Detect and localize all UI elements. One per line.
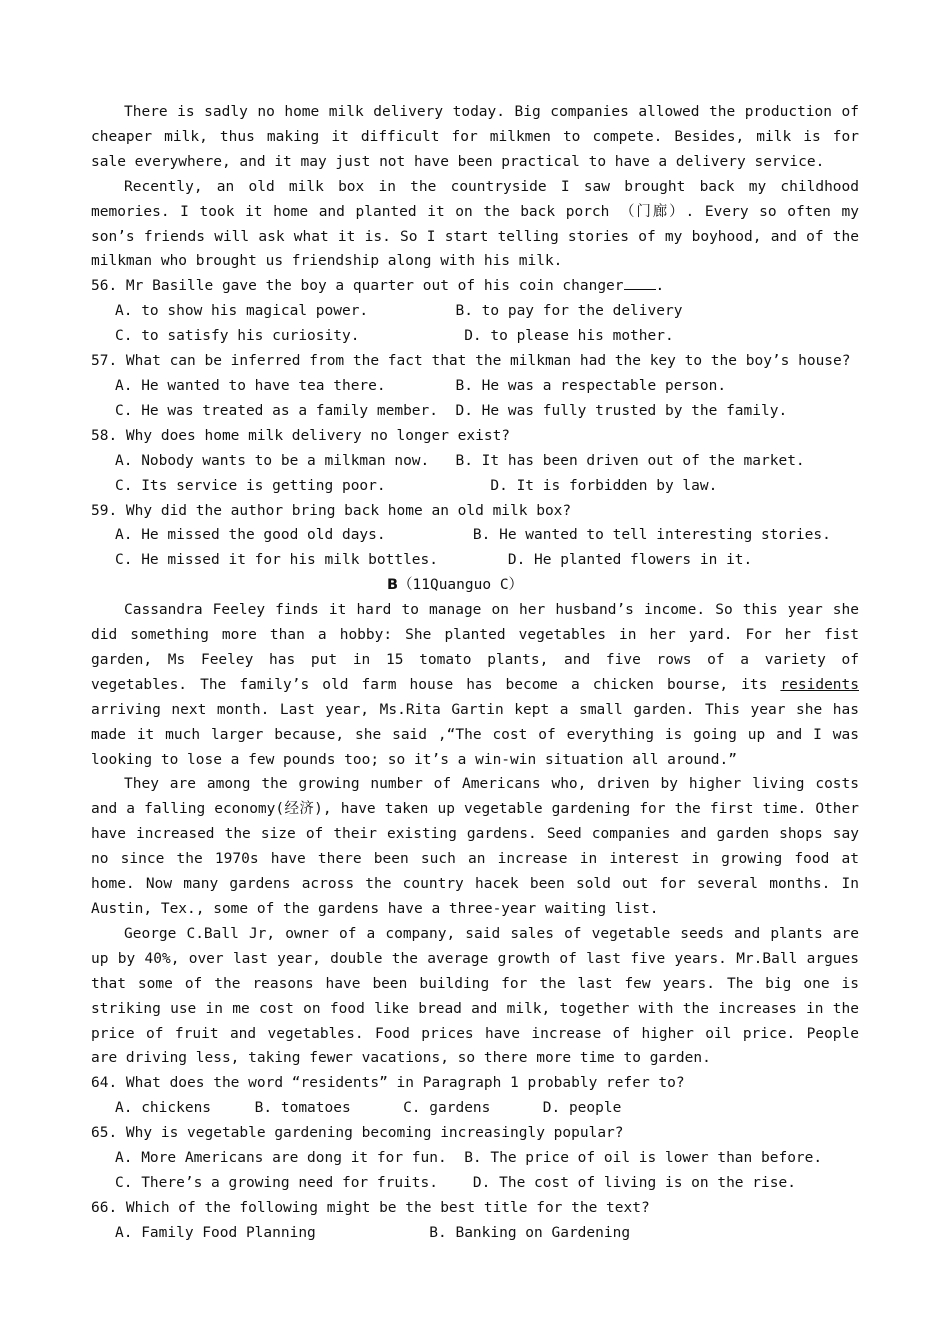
- question-56: [91, 274, 859, 349]
- passage-b-paragraph-3: George C.Ball Jr, owner of a company, said sales of vegetable seeds and plants are up by 40%, over last year, double the average growth of last five years. Mr.Ball argues that some of the reasons have been building for the last few years. The big one is striking use in me cost on food like bread and milk, together with the increases in the price of fruit and vegetables. Food prices have increase of higher oil price. People are driving less, taking fewer vacations, so there more time to garden.: [91, 925, 859, 1067]
- question-57: [91, 349, 859, 424]
- section-source: （11Quanguo C）: [398, 577, 524, 594]
- question-stem: 59. Why did the author bring back home an old milk box?: [91, 502, 572, 519]
- passage-b-paragraph-2: They are among the growing number of Americans who, driven by higher living costs and a falling economy(经济), have taken up vegetable gardening for the first time. Other have increased the size of their existing gardens. Seed companies and garden shops say no since the 1970s have there been such an increase in interest in growing food at home. Now many gardens across the country hacek been sold out for several months. In Austin, Tex., some of the gardens have a three-year waiting list.: [91, 776, 859, 917]
- options-line: C. Its service is getting poor. D. It is forbidden by law.: [115, 477, 718, 494]
- question-stem: 66. Which of the following might be the best title for the text?: [91, 1199, 650, 1216]
- question-64: [91, 1071, 859, 1121]
- options-line: A. to show his magical power. B. to pay for the delivery: [115, 303, 683, 320]
- options-line: A. He wanted to have tea there. B. He was a respectable person.: [115, 377, 727, 394]
- options-line: A. More Americans are dong it for fun. B. The price of oil is lower than before.: [115, 1150, 823, 1167]
- options-line: A. Family Food Planning B. Banking on Gardening: [115, 1224, 631, 1241]
- options-line: A. Nobody wants to be a milkman now. B. It has been driven out of the market.: [115, 452, 805, 469]
- options-line: C. He missed it for his milk bottles. D. He planted flowers in it.: [115, 552, 753, 569]
- question-65: [91, 1121, 859, 1196]
- options-line: C. to satisfy his curiosity. D. to please his mother.: [115, 328, 674, 345]
- section-b-heading: [91, 573, 859, 598]
- question-stem: 57. What can be inferred from the fact that the milkman had the key to the boy’s house?: [91, 353, 851, 370]
- underlined-word: residents: [780, 676, 859, 693]
- passage-a-paragraph-1: There is sadly no home milk delivery today. Big companies allowed the production of cheaper milk, thus making it difficult for milkmen to compete. Besides, milk is for sale everywhere, and it may just not have been practical to have a delivery service.: [91, 104, 859, 170]
- question-stem: 64. What does the word “residents” in Paragraph 1 probably refer to?: [91, 1075, 685, 1092]
- passage-b-paragraph-1: Cassandra Feeley finds it hard to manage on her husband’s income. So this year she did something more than a hobby: She planted vegetables in her yard. For her fist garden, Ms Feeley has put in 15 tomato plants, and five rows of a variety of vegetables. The family’s old farm house has become a chicken bourse, its residents arriving next month. Last year, Ms.Rita Gartin kept a small garden. This year she has made it much larger because, she said ,“The cost of everything is going up and I was looking to lose a few pounds too; so it’s a win-win situation all around.”: [91, 602, 859, 768]
- question-stem-end: .: [655, 278, 665, 295]
- question-59: [91, 499, 859, 574]
- question-stem: 58. Why does home milk delivery no longer exist?: [91, 427, 511, 444]
- section-letter: B: [386, 577, 399, 594]
- options-line: C. There’s a growing need for fruits. D. The cost of living is on the rise.: [115, 1174, 796, 1191]
- question-58: [91, 424, 859, 499]
- question-stem: 65. Why is vegetable gardening becoming increasingly popular?: [91, 1125, 624, 1142]
- document-page: [91, 100, 859, 1246]
- answer-blank: [624, 275, 656, 290]
- options-line: C. He was treated as a family member. D. He was fully trusted by the family.: [115, 402, 788, 419]
- question-stem: 56. Mr Basille gave the boy a quarter out of his coin changer: [91, 278, 624, 295]
- options-line: A. chickens B. tomatoes C. gardens D. people: [115, 1100, 622, 1117]
- options-line: A. He missed the good old days. B. He wanted to tell interesting stories.: [115, 527, 831, 544]
- question-66: [91, 1196, 859, 1246]
- passage-a-paragraph-2: Recently, an old milk box in the countryside I saw brought back my childhood memories. I took it home and planted it on the back porch （门廊）. Every so often my son’s friends will ask what it is. So I start telling stories of my boyhood, and of the milkman who brought us friendship along with his milk.: [91, 178, 859, 270]
